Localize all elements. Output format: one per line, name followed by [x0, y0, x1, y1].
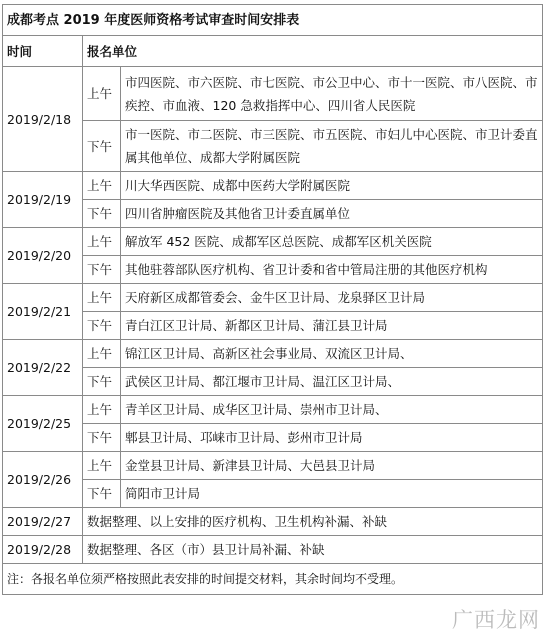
schedule-period: 上午 [83, 340, 121, 368]
table-title: 成都考点 2019 年度医师资格考试审查时间安排表 [3, 5, 543, 36]
table-row [3, 67, 543, 121]
schedule-period: 上午 [83, 228, 121, 256]
table-row [3, 508, 543, 536]
watermark: 广西龙网 [452, 608, 540, 632]
schedule-period: 上午 [83, 396, 121, 424]
schedule-period: 下午 [83, 256, 121, 284]
schedule-period: 下午 [83, 424, 121, 452]
schedule-units: 锦江区卫计局、高新区社会事业局、双流区卫计局、 [121, 340, 543, 368]
schedule-units: 青羊区卫计局、成华区卫计局、崇州市卫计局、 [121, 396, 543, 424]
note-row [3, 564, 543, 595]
table-row [3, 172, 543, 200]
table-header-row [3, 36, 543, 67]
schedule-period: 上午 [83, 284, 121, 312]
schedule-units: 四川省肿瘤医院及其他省卫计委直属单位 [121, 200, 543, 228]
schedule-units: 数据整理、各区（市）县卫计局补漏、补缺 [83, 536, 543, 564]
table-row [3, 284, 543, 312]
schedule-period: 上午 [83, 452, 121, 480]
schedule-date: 2019/2/25 [3, 396, 83, 452]
schedule-period: 下午 [83, 121, 121, 172]
schedule-date: 2019/2/26 [3, 452, 83, 508]
table-row [3, 121, 543, 172]
schedule-note: 注：各报名单位须严格按照此表安排的时间提交材料，其余时间均不受理。 [3, 564, 543, 595]
schedule-units: 市一医院、市二医院、市三医院、市五医院、市妇儿中心医院、市卫计委直属其他单位、成都大学附属医院 [121, 121, 543, 172]
schedule-period: 上午 [83, 67, 121, 121]
table-row [3, 424, 543, 452]
schedule-units: 郫县卫计局、邛崃市卫计局、彭州市卫计局 [121, 424, 543, 452]
schedule-units: 青白江区卫计局、新都区卫计局、蒲江县卫计局 [121, 312, 543, 340]
schedule-date: 2019/2/28 [3, 536, 83, 564]
table-row [3, 256, 543, 284]
schedule-units: 金堂县卫计局、新津县卫计局、大邑县卫计局 [121, 452, 543, 480]
header-time: 时间 [3, 36, 83, 67]
schedule-date: 2019/2/18 [3, 67, 83, 172]
schedule-date: 2019/2/21 [3, 284, 83, 340]
schedule-table [2, 4, 543, 595]
schedule-units: 市四医院、市六医院、市七医院、市公卫中心、市十一医院、市八医院、市疾控、市血液、120 急救指挥中心、四川省人民医院 [121, 67, 543, 121]
table-row [3, 228, 543, 256]
schedule-period: 下午 [83, 480, 121, 508]
table-row [3, 396, 543, 424]
schedule-units: 数据整理、以上安排的医疗机构、卫生机构补漏、补缺 [83, 508, 543, 536]
schedule-units: 川大华西医院、成都中医药大学附属医院 [121, 172, 543, 200]
table-row [3, 480, 543, 508]
schedule-units: 简阳市卫计局 [121, 480, 543, 508]
table-row [3, 452, 543, 480]
schedule-date: 2019/2/22 [3, 340, 83, 396]
schedule-units: 天府新区成都管委会、金牛区卫计局、龙泉驿区卫计局 [121, 284, 543, 312]
schedule-period: 上午 [83, 172, 121, 200]
schedule-period: 下午 [83, 312, 121, 340]
table-title-row [3, 5, 543, 36]
schedule-units: 武侯区卫计局、都江堰市卫计局、温江区卫计局、 [121, 368, 543, 396]
table-row [3, 200, 543, 228]
schedule-period: 下午 [83, 368, 121, 396]
schedule-units: 其他驻蓉部队医疗机构、省卫计委和省中管局注册的其他医疗机构 [121, 256, 543, 284]
schedule-date: 2019/2/19 [3, 172, 83, 228]
schedule-date: 2019/2/27 [3, 508, 83, 536]
schedule-date: 2019/2/20 [3, 228, 83, 284]
schedule-period: 下午 [83, 200, 121, 228]
table-row [3, 536, 543, 564]
table-row [3, 340, 543, 368]
table-row [3, 312, 543, 340]
schedule-units: 解放军 452 医院、成都军区总医院、成都军区机关医院 [121, 228, 543, 256]
table-row [3, 368, 543, 396]
header-units: 报名单位 [83, 36, 543, 67]
